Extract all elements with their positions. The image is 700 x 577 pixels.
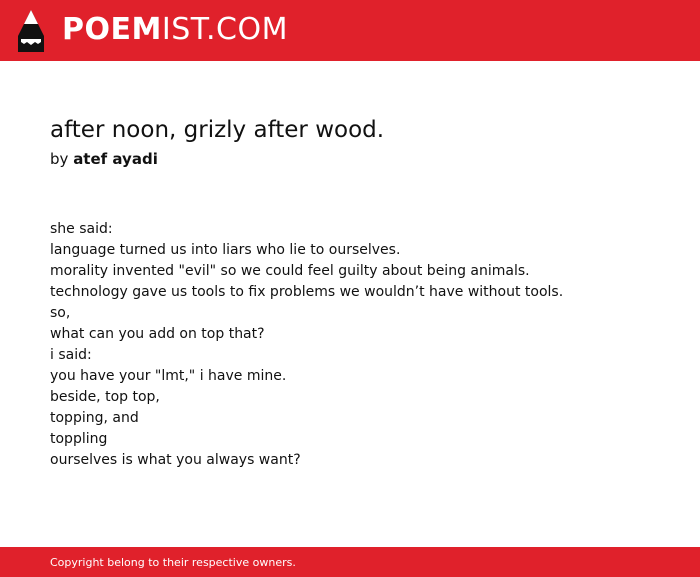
site-footer	[0, 547, 700, 577]
poem-line: topping, and	[50, 410, 139, 426]
logo-light-text: IST.COM	[161, 12, 288, 47]
by-label: by	[50, 150, 69, 168]
poem-line: language turned us into liars who lie to ourselves.	[50, 242, 401, 258]
site-header	[0, 0, 700, 61]
poem-line: ourselves is what you always want?	[50, 452, 301, 468]
copyright-text: Copyright belong to their respective owners.	[50, 556, 296, 569]
poem-line: what can you add on top that?	[50, 326, 265, 342]
poem-line: beside, top top,	[50, 389, 160, 405]
byline	[50, 150, 158, 168]
poem-line: you have your "lmt," i have mine.	[50, 368, 287, 384]
author-name[interactable]: atef ayadi	[73, 150, 158, 168]
logo-bold-text: POEM	[62, 12, 162, 47]
poem-line: toppling	[50, 431, 108, 447]
poem-line: so,	[50, 305, 71, 321]
poem-line: i said:	[50, 347, 92, 363]
poem-title: after noon, grizly after wood.	[50, 117, 385, 143]
site-logo[interactable]	[62, 12, 288, 48]
pencil-logo-icon[interactable]	[18, 10, 44, 52]
poem-body	[50, 219, 670, 471]
poem-line: technology gave us tools to fix problems we wouldn’t have without tools.	[50, 284, 564, 300]
poem-line: she said:	[50, 221, 113, 237]
poem-line: morality invented "evil" so we could feel guilty about being animals.	[50, 263, 530, 279]
